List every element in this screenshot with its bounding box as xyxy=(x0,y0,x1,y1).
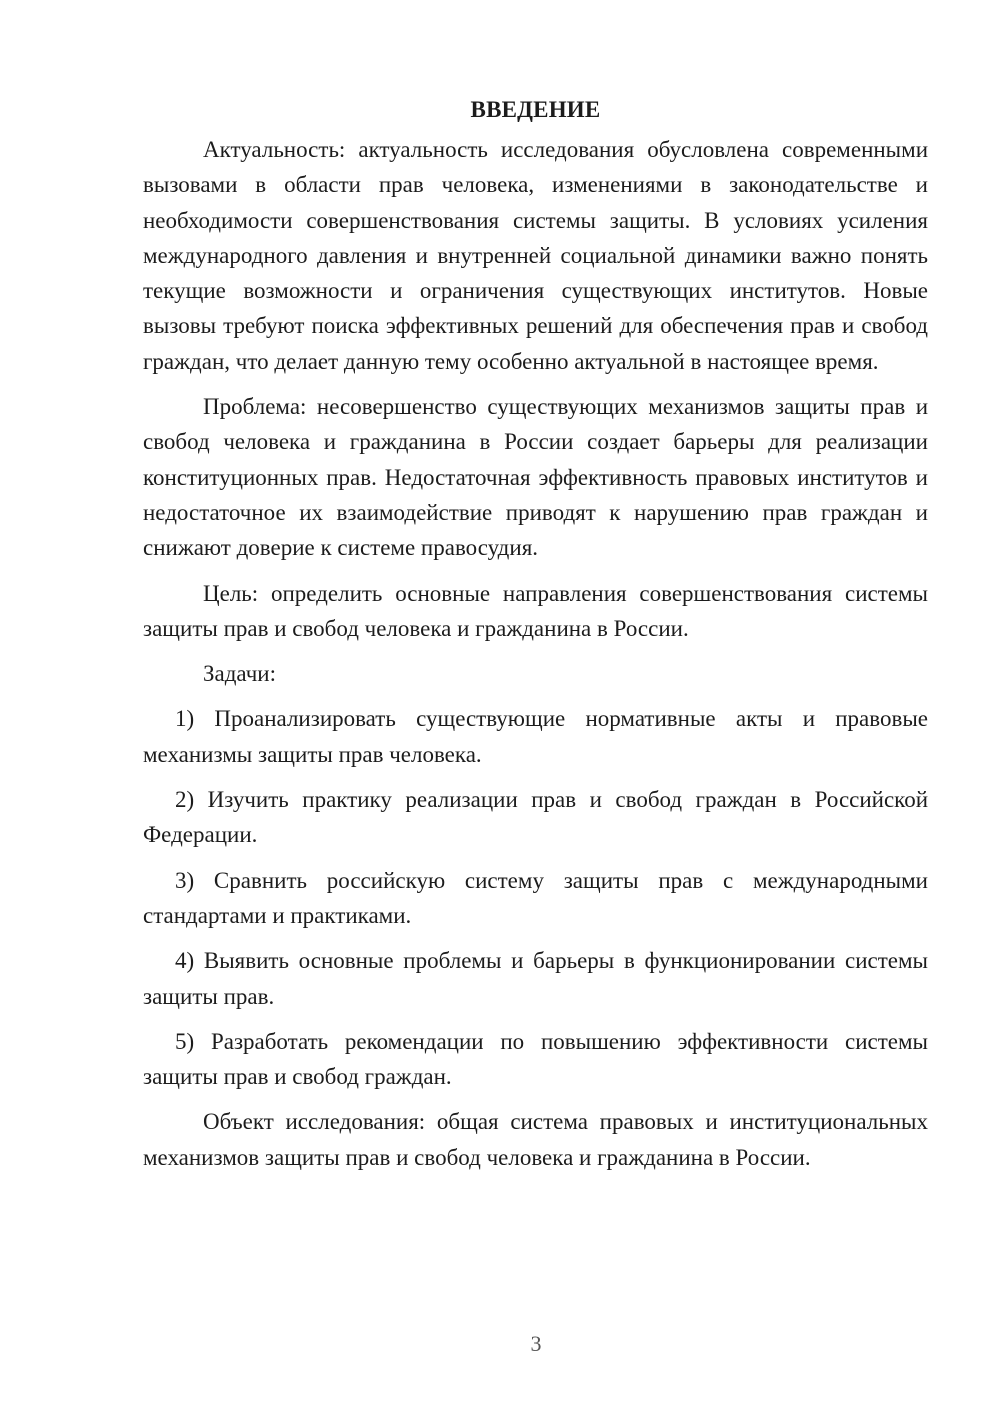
paragraph-goal: Цель: определить основные направления совершенствования системы защиты прав и свобод человека и гражданина в России. xyxy=(143,580,928,641)
tasks-heading: Задачи: xyxy=(203,661,276,687)
page-title: ВВЕДЕНИЕ xyxy=(470,97,601,122)
task-item-2: 2) Изучить практику реализации прав и свобод граждан в Российской Федерации. xyxy=(143,787,928,848)
task-item-3: 3) Сравнить российскую систему защиты прав с международными стандартами и практиками. xyxy=(143,867,928,928)
page-content xyxy=(143,92,928,1185)
task-item-1: 1) Проанализировать существующие нормативные акты и правовые механизмы защиты прав человека. xyxy=(143,706,928,767)
task-item-4: 4) Выявить основные проблемы и барьеры в функционировании системы защиты прав. xyxy=(143,948,928,1009)
page-number: 3 xyxy=(530,1331,542,1356)
paragraph-problem: Проблема: несовершенство существующих механизмов защиты прав и свобод человека и гражданина в России создает барьеры для реализации конституционных прав. Недостаточная эффективность правовых институтов и недостаточное их взаимодействие приводят к нарушению прав граждан и снижают доверие к системе правосудия. xyxy=(143,394,928,561)
paragraph-relevance: Актуальность: актуальность исследования обусловлена современными вызовами в области прав человека, изменениями в законодательстве и необходимости совершенствования системы защиты. В условиях усиления международного давления и внутренней социальной динамики важно понять текущие возможности и ограничения существующих институтов. Новые вызовы требуют поиска эффективных решений для обеспечения прав и свобод граждан, что делает данную тему особенно актуальной в настоящее время. xyxy=(143,137,928,374)
task-item-5: 5) Разработать рекомендации по повышению эффективности системы защиты прав и свобод граждан. xyxy=(143,1028,928,1090)
paragraph-object: Объект исследования: общая система правовых и институциональных механизмов защиты прав и свобод человека и гражданина в России. xyxy=(143,1109,928,1170)
